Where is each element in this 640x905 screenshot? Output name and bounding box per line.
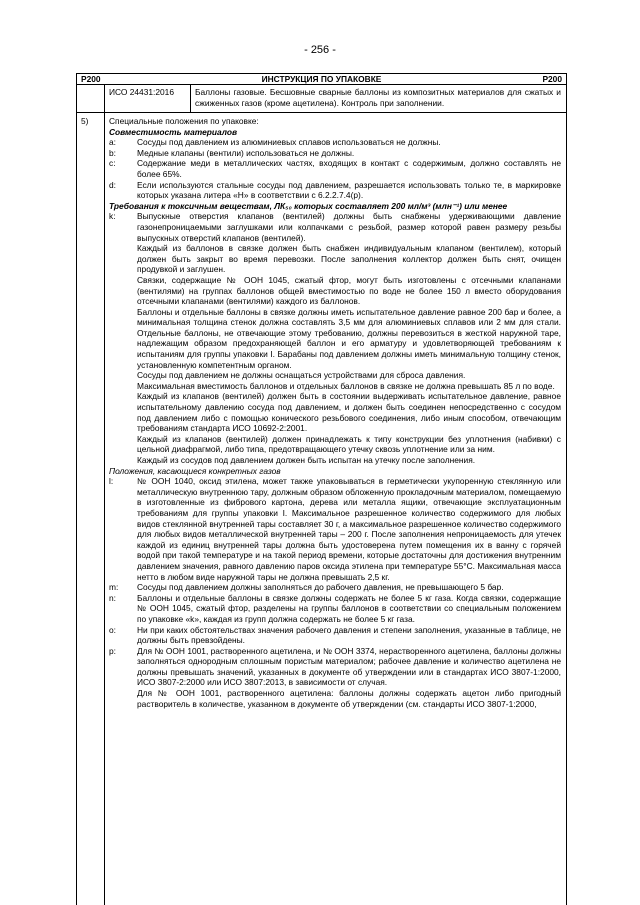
header-title: ИНСТРУКЦИЯ ПО УПАКОВКЕ <box>261 74 382 84</box>
table-header <box>77 73 566 85</box>
list-item-k: k: Выпускные отверстия клапанов (вентилей) должны быть снабжены удерживающими давление газонепроницаемыми заглушками или колпачками с резьбой, размер которой равен размеру резьбы выпускных отверстий клапанов (вентилей). <box>109 211 561 243</box>
list-item: b: Медные клапаны (вентили) использоваться не должны. <box>109 147 355 158</box>
paragraph: Каждый из клапанов (вентилей) должен принадлежать к типу конструкции без уплотнения (набивки) с цельной диафрагмой, либо типа, предотвращающего утечку сквозь уплотнение или за ним. <box>137 433 561 455</box>
paragraph: Каждый из баллонов в связке должен быть снабжен индивидуальным клапаном (вентилем), который должен быть закрыт во время перевозки. После заполнения коллектор должен быть снят, очищен продувкой и заглушен. <box>137 243 561 275</box>
instruction-table <box>76 73 567 905</box>
paragraph: Для № ООН 1001, растворенного ацетилена: баллоны должны содержать ацетон либо пригодный растворитель в количестве, указанном в документе об утверждении (см. стандарты ИСО 3807-1:2000, <box>137 688 561 709</box>
list-item: d: Если используются стальные сосуды под давлением, разрешается использовать только те, в маркировке которых указана литера «H» в соответствии с 6.2.2.7.4(p). <box>109 179 561 201</box>
section-content <box>109 116 561 709</box>
standard-description: Баллоны газовые. Бесшовные сварные баллоны из композитных материалов для сжатых и сжиженных газов (кроме ацетилена). Контроль при заполнении. <box>195 87 561 108</box>
list-item: a: Сосуды под давлением из алюминиевых сплавов использоваться не должны. <box>109 137 441 148</box>
header-code-right: P200 <box>542 74 562 84</box>
list-item: l: № ООН 1040, оксид этилена, может также упаковываться в герметически укупоренную стеклянную или металлическую внутреннюю тару, должным образом обложенную прокладочным материалом, помещаемую в изготовленные из фибрового картона, дерева или металла ящики, отвечающие эксплуатационным требованиям для группы упаковки I. Максимальное разрешенное количество содержимого для любых видов стеклянной внутренней тары составляет 30 г, а максимальное разрешенное количество содержимого для любых видов металлической внутренней тары – 200 г. После заполнения непроницаемость для утечек каждой из единиц внутренней тары должна быть удостоверена путем помещения их в ванну с горячей водой при такой температуре и на такой период времени, которые достаточны для достижения внутренним давлением значения, равного давлению паров оксида этилена при температуре 55°C. Максимальная масса нетто в любом виде наружной тары не должна превышать 2,5 кг. <box>109 476 561 582</box>
paragraph: Каждый из клапанов (вентилей) должен быть в состоянии выдерживать испытательное давление, равное испытательному давлению сосуда под давлением, и должен быть соединен непосредственно с сосудом под давлением либо с помощью конического резьбового соединения, либо иным способом, отвечающим требованиям стандарта ИСО 10692-2:2001. <box>137 391 561 434</box>
standard-row <box>77 85 566 113</box>
header-code-left: P200 <box>81 74 101 84</box>
paragraph: Каждый из сосудов под давлением должен быть испытан на утечку после заполнения. <box>137 455 476 465</box>
page-number: - 256 - <box>304 44 336 56</box>
section-intro: Специальные положения по упаковке: <box>109 116 259 126</box>
list-item: p: Для № ООН 1001, растворенного ацетилена, и № ООН 3374, нерастворенного ацетилена, баллоны должны заполняться однородным сплошным пористым материалом; рабочее давление и количество ацетилена не должны превышать значений, указанных в документе об утверждении или в стандартах ИСО 3807-1:2000, ИСО 3807-2:2000 или ИСО 3807:2013, в зависимости от случая. <box>109 645 561 688</box>
standard-code: ИСО 24431:2016 <box>109 87 174 97</box>
section-number: 5) <box>81 116 89 126</box>
paragraph: Максимальная вместимость баллонов и отдельных баллонов в связке не должна превышать 85 л по воде. <box>137 380 555 391</box>
specific-heading: Положения, касающиеся конкретных газов <box>109 465 281 476</box>
materials-heading: Совместимость материалов <box>109 126 238 137</box>
paragraph: Баллоны и отдельные баллоны в связке должны иметь испытательное давление равное 200 бар и более, а минимальная толщина стенок должна составлять 3,5 мм для алюминиевых сплавов или 2 мм для стали. Отдельные баллоны, не отвечающие этому требованию, должны перевозиться в жесткой наружной таре, надлежащим образом предохраняющей баллон и его арматуру и удовлетворяющей требованиям к испытаниям для группы упаковки I. Барабаны под давлением должны иметь минимальную толщину стенок, установленную компетентным органом. <box>137 306 561 370</box>
list-item: o: Ни при каких обстоятельствах значения рабочего давления и степени заполнения, указанные в таблице, не должны быть превзойдены. <box>109 624 561 646</box>
paragraph: Связки, содержащие № ООН 1045, сжатый фтор, могут быть изготовлены с отсечными клапанами (вентилями) на группах баллонов общей вместимостью по воде не более 150 л вместо оборудования отсечными клапанами (вентилями) каждого из баллонов. <box>137 274 561 307</box>
list-item: c: Содержание меди в металлических частях, входящих в контакт с содержимым, должно составлять не более 65%. <box>109 158 561 179</box>
list-item: m: Сосуды под давлением должны заполняться до рабочего давления, не превышающего 5 бар. <box>109 582 504 593</box>
paragraph: Сосуды под давлением не должны оснащаться устройствами для сброса давления. <box>137 370 466 381</box>
list-item: n: Баллоны и отдельные баллоны в связке должны содержать не более 5 кг газа. Когда связки, содержащие № ООН 1045, сжатый фтор, разделены на группы баллонов в соответствии со специальным положением по упаковке «k», каждая из групп должна содержать не более 5 кг газа. <box>109 592 561 624</box>
toxic-heading: Требования к токсичным веществам, ЛК₅₀ которых составляет 200 мл/м³ (млн⁻¹) или менее <box>109 200 508 211</box>
